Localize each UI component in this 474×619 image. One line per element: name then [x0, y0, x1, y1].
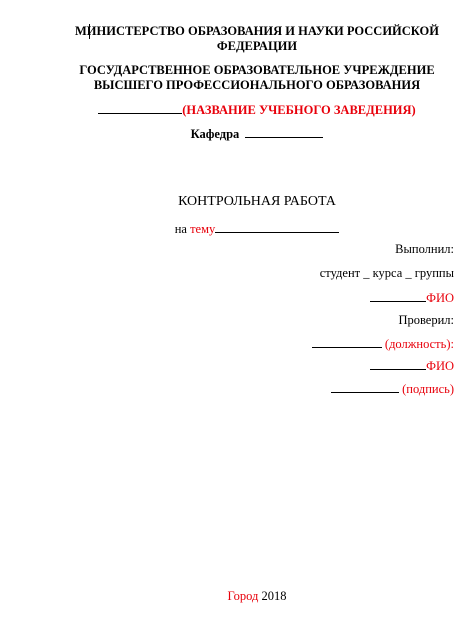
- ministry-line-2: ФЕДЕРАЦИИ: [216, 39, 298, 53]
- topic-line: [60, 220, 454, 237]
- department-label: Кафедра: [190, 127, 240, 141]
- institution-blank: [98, 101, 182, 114]
- institution-line-1: ГОСУДАРСТВЕННОЕ ОБРАЗОВАТЕЛЬНОЕ УЧРЕЖДЕНИЕ: [79, 63, 435, 77]
- footer-city: Город: [227, 589, 259, 603]
- reviewer-name-placeholder: ФИО: [426, 359, 454, 373]
- institution-line-2: ВЫСШЕГО ПРОФЕССИОНАЛЬНОГО ОБРАЗОВАНИЯ: [93, 78, 421, 92]
- reviewer-signature-line: [60, 380, 454, 397]
- reviewer-position-placeholder: (должность):: [384, 337, 454, 351]
- department-line: [60, 125, 454, 142]
- footer-line: [60, 589, 454, 604]
- institution-name-placeholder: (НАЗВАНИЕ УЧЕБНОГО ЗАВЕДЕНИЯ): [182, 103, 416, 117]
- topic-prefix: на: [174, 222, 187, 236]
- reviewer-position-blank: [312, 335, 382, 348]
- reviewer-label: Проверил:: [398, 313, 454, 327]
- reviewer-name-line: [60, 357, 454, 374]
- reviewer-signature-blank: [331, 380, 399, 393]
- reviewer-signature-placeholder: (подпись): [402, 382, 454, 396]
- author-name-blank: [370, 289, 426, 302]
- topic-word: тему: [190, 222, 216, 236]
- reviewer-name-blank: [370, 357, 426, 370]
- institution-name-line: [60, 101, 454, 118]
- student-line: студент _ курса _ группы: [319, 266, 454, 280]
- author-name-line: [60, 289, 454, 306]
- ministry-line-1: МИНИСТЕРСТВО ОБРАЗОВАНИЯ И НАУКИ РОССИЙСКОЙ: [75, 24, 439, 38]
- footer-year: 2018: [261, 589, 287, 603]
- author-label: Выполнил:: [395, 242, 454, 256]
- author-name-placeholder: ФИО: [426, 291, 454, 305]
- work-type-title: КОНТРОЛЬНАЯ РАБОТА: [178, 194, 336, 209]
- reviewer-position-line: [60, 335, 454, 352]
- department-blank: [245, 125, 323, 138]
- topic-blank: [215, 220, 339, 233]
